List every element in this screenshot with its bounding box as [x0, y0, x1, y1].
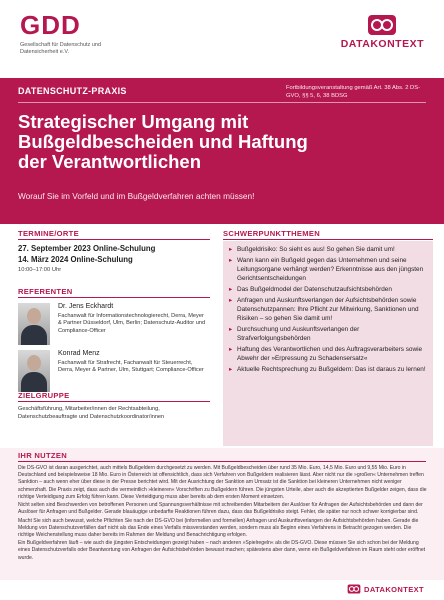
schwerpunkt-item-6: ▸ Haftung des Verantwortlichen und des Auftragsverarbeiters sowie Abwehr der »Erpressung zu Schadensersatz« [229, 345, 429, 363]
datakontext-logo-text: DATAKONTEXT [340, 38, 424, 50]
series-label: DATENSCHUTZ-PRAXIS [18, 86, 127, 96]
referent-name-1: Dr. Jens Eckhardt [58, 303, 114, 310]
page-header [0, 0, 444, 80]
gdd-logo-mark: GDD [20, 10, 81, 40]
nutzen-heading: IHR NUTZEN [18, 451, 67, 460]
schwerpunkt-item-4: ▸ Anfragen und Auskunftsverlangen der Aufsichtsbehörden sowie Datenschutzpannen: Ihre Pflicht zur Mitwirkung, Sanktionen und Risiken – so gehen Sie damit um! [229, 296, 429, 323]
schwerpunkte-rule [223, 239, 433, 240]
page-title: Strategischer Umgang mit Bußgeldbescheiden und Haftung der Verantwortlichen [18, 111, 308, 172]
schwerpunkte-list [229, 245, 429, 376]
footer-logo [347, 584, 424, 594]
nutzen-paragraph-4: Ein Bußgeldverfahren läuft – wie auch die jüngsten Entscheidungen gezeigt haben – nach anderen »Spielregeln« als die DS-GVO. Diese müssen Sie sich schon bei der Meldung eines Datenschutzverfalls oder Beantwortung von Anfragen der Aufsichtsbehörden bewusst machen; spätestens aber dann, wenn ein Bußgeldverfahren im Raum steht oder eröffnet wurde. [18, 540, 426, 561]
termin-date-1: 27. September 2023 Online-Schulung [18, 244, 156, 253]
gdd-logo-subtitle: Gesellschaft für Datenschutz und Datensicherheit e.V. [20, 42, 102, 55]
referenten-rule [18, 297, 210, 298]
title-banner [0, 78, 444, 224]
referent-photo-2 [18, 350, 50, 392]
nutzen-paragraph-1: Die DS-GVO ist daran ausgerichtet, auch mittels Bußgeldern durchgesetzt zu werden. Mit Bußgeldbescheiden über rund 35 Mio. Euro, 14,5 Mio. Euro und 9,55 Mio. Euro in Deutschland und beispielsweise 18 Mio. Euro in Österreich ist offensichtlich, dass sich Verfahren von Bußgeldern realisieren lässt. Aber nicht nur die »großen« Unternehmen treffen Sanktion – auch wenn eher über diese in der Presse berichtet wird. Mit der Ausrichtung der Sanktion am Umsatz ist die Sanktion bei kleineren Unternehmen nicht weniger schmerzhaft. Die Praxis zeigt, dass auch die vermeintlich »kleineren« Vorschriften zu Bußgeldern führen. Die jüngsten Urteile, aber auch die akzeptierten Bußgelder zeigen, dass die richtige Verteidigung zum Erfolg führen kann. Diese Verteidigung muss aber bereits ab dem ersten Moment einsetzen. [18, 465, 427, 500]
page-subtitle: Worauf Sie im Vorfeld und im Bußgeldverfahren achten müssen! [18, 191, 255, 201]
nutzen-text [18, 465, 428, 563]
datakontext-logo-icon [367, 14, 397, 36]
termine-heading: TERMINE/ORTE [18, 229, 79, 238]
termin-date-2: 14. März 2024 Online-Schulung [18, 255, 133, 264]
datakontext-logo [341, 14, 424, 50]
nutzen-paragraph-2: Nicht selten sind Beschwerden von betroffenen Personen und Spannungsverhältnisse mit schreibenden Mitarbeitern der Auslöser für Anfragen der Aufsichtsbehörden und dann der Auslöser für Anfragen und Bußgelder. Gerade blauäugige unbedarfte Reaktionen führen dazu, dass das Bußgeldrisiko steigt. Fehler, die später nur noch schwer korrigierbar sind. [18, 502, 423, 516]
referent-photo-1 [18, 303, 50, 345]
referent-desc-2: Fachanwalt für Strafrecht, Fachanwalt für Steuerrecht, Derra, Meyer & Partner, Ulm, Stuttgart; Compliance-Officer [58, 360, 204, 374]
nutzen-paragraph-3: Macht Sie sich auch bewusst, welche Pflichten Sie nach der DS-GVO bei (informellen und formellen) Anfragen und Auskunftsverlangen der Aufsichtsbehörden haben. Gerade die Meldung von Datenschutzverfällen darf nicht als das Ende eines Verfalls missverstanden werden, sondern muss als Beginn eines Verfahrens in Betracht gezogen werden. Die richtige Weichenstellung muss daher bereits im Rahmen der Meldung und Benachrichtigung erfolgen. [18, 517, 419, 538]
schwerpunkte-heading: SCHWERPUNKTTHEMEN [223, 229, 321, 238]
referent-name-2: Konrad Menz [58, 350, 100, 357]
schwerpunkt-item-5: ▸ Durchsuchung und Auskunftsverlangen der Strafverfolgungsbehörden [229, 325, 429, 343]
referent-desc-1: Fachanwalt für Informationstechnologierecht, Derra, Meyer & Partner Düsseldorf, Ulm, Berlin; Datenschutz-Auditor und Compliance-Officer [58, 313, 206, 334]
termin-time: 10:00–17:00 Uhr [18, 267, 62, 273]
schwerpunkt-item-3: ▸ Das Bußgeldmodel der Datenschutzaufsichtsbehörden [229, 285, 429, 294]
datakontext-logo-icon [347, 584, 361, 594]
zielgruppe-heading: ZIELGRUPPE [18, 391, 70, 400]
schwerpunkt-item-7: ▸ Aktuelle Rechtsprechung zu Bußgeldern: Das ist daraus zu lernen! [229, 365, 429, 374]
termine-rule [18, 239, 210, 240]
schwerpunkt-item-2: ▸ Wann kann ein Bußgeld gegen das Unternehmen und seine Leitungsorgane verhängt werden? Erkenntnisse aus den jüngsten Gerichtsentscheidungen [229, 256, 429, 283]
schwerpunkt-item-1: ▸ Bußgeldrisiko: So sieht es aus! So gehen Sie damit um! [229, 245, 429, 254]
zielgruppe-rule [18, 401, 210, 402]
referenten-heading: REFERENTEN [18, 287, 73, 296]
certification-note: Fortbildungsveranstaltung gemäß Art. 38 Abs. 2 DS-GVO, §§ 5, 6, 38 BDSG [286, 85, 421, 99]
nutzen-rule [18, 461, 426, 462]
banner-divider [18, 102, 426, 103]
gdd-logo [20, 12, 140, 56]
zielgruppe-text: Geschäftsführung, Mitarbeiter/innen der Rechtsabteilung, Datenschutzbeauftragte und Datenschutzkoordinator/innen [18, 406, 165, 420]
footer-logo-text: DATAKONTEXT [364, 584, 424, 594]
